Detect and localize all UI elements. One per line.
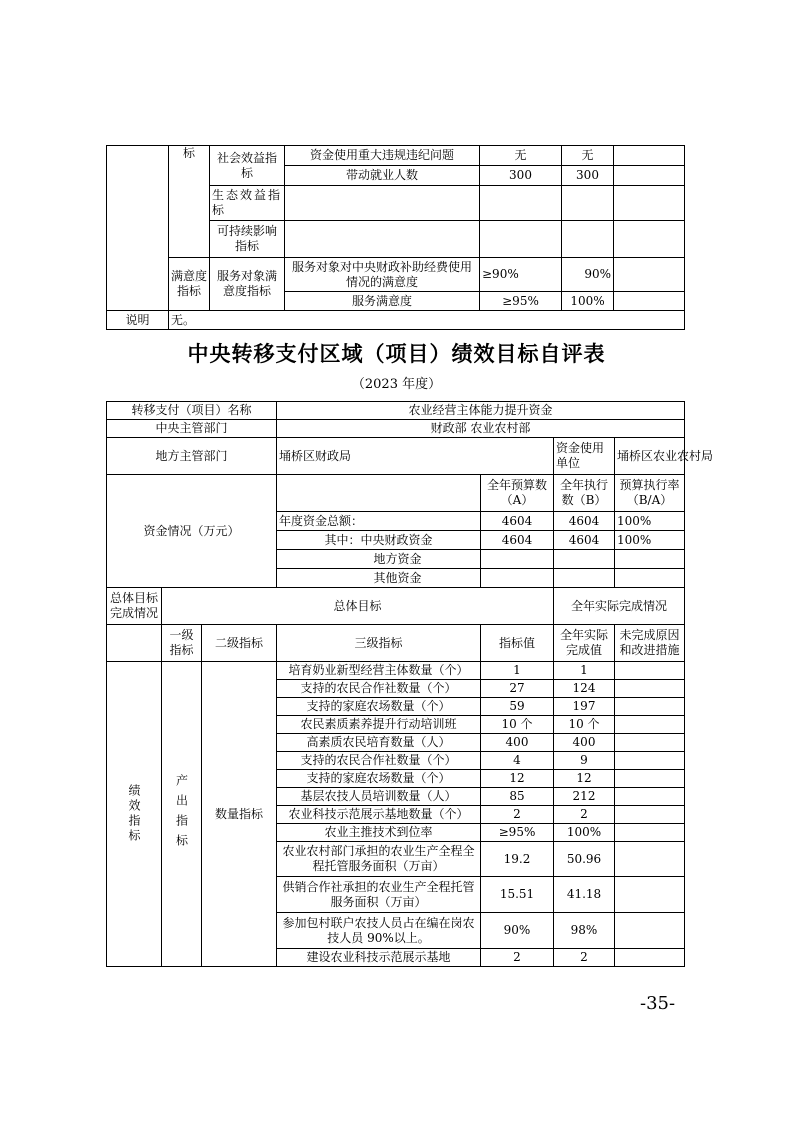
row-target: 15.51 [481, 877, 554, 913]
row-target: 85 [481, 788, 554, 806]
row-target: 2 [481, 806, 554, 824]
central-budget: 4604 [481, 531, 554, 550]
row-target: 12 [481, 770, 554, 788]
row-actual: 400 [554, 734, 615, 752]
row-actual: 41.18 [554, 877, 615, 913]
row-target: 19.2 [481, 842, 554, 877]
total-budget: 4604 [481, 512, 554, 531]
row-actual: 9 [554, 752, 615, 770]
page-title: 中央转移支付区域（项目）绩效目标自评表 [187, 342, 606, 366]
total-exec: 4604 [554, 512, 615, 531]
overall-goal-header: 总体目标 [162, 588, 554, 625]
actual-header: 全年实际完成值 [554, 625, 615, 662]
quantity-indicator-label: 数量指标 [202, 662, 277, 967]
continuation-table [106, 145, 685, 330]
row-actual: 50.96 [554, 842, 615, 877]
note-value: 无。 [169, 311, 685, 330]
indicator-actual: 100% [562, 292, 614, 311]
indicator-target: 300 [480, 166, 562, 186]
service-satisfaction-label: 服务对象满意度指标 [210, 258, 285, 311]
satisfaction-label: 满意度指标 [169, 258, 210, 311]
indicator-reason [614, 146, 685, 166]
sustainable-label: 可持续影响指标 [210, 221, 285, 258]
rate-header: 预算执行率（B/A） [615, 475, 685, 512]
row-actual: 10 个 [554, 716, 615, 734]
budget-header: 全年预算数（A） [481, 475, 554, 512]
indicator-item: 带动就业人数 [285, 166, 480, 186]
row-target: 27 [481, 680, 554, 698]
row-item: 供销合作社承担的农业生产全程托管服务面积（万亩） [277, 877, 481, 913]
row-actual: 1 [554, 662, 615, 680]
row-item: 农业农村部门承担的农业生产全程全程托管服务面积（万亩） [277, 842, 481, 877]
eco-benefit-label: 生态效益指标 [210, 186, 285, 221]
row-target: 400 [481, 734, 554, 752]
row-item: 参加包村联户农技人员占在编在岗农技人员 90%以上。 [277, 913, 481, 949]
row-target: 59 [481, 698, 554, 716]
row-item: 建设农业科技示范展示基地 [277, 949, 481, 967]
row-item: 支持的家庭农场数量（个） [277, 698, 481, 716]
indicator-actual: 90% [562, 258, 614, 292]
project-name-label: 转移支付（项目）名称 [107, 402, 277, 420]
row-actual: 98% [554, 913, 615, 949]
row-item: 基层农技人员培训数量（人） [277, 788, 481, 806]
other-fund-label: 其他资金 [277, 569, 481, 588]
row-target: 2 [481, 949, 554, 967]
overall-actual-header: 全年实际完成情况 [554, 588, 685, 625]
row-actual: 100% [554, 824, 615, 842]
indicator-reason [614, 166, 685, 186]
row-item: 农民素质素养提升行动培训班 [277, 716, 481, 734]
row-item: 高素质农民培育数量（人） [277, 734, 481, 752]
indicator-target: 无 [480, 146, 562, 166]
row-item: 支持的家庭农场数量（个） [277, 770, 481, 788]
row-target: ≥95% [481, 824, 554, 842]
reason-header: 未完成原因和改进措施 [615, 625, 685, 662]
row-actual: 212 [554, 788, 615, 806]
row-item: 支持的农民合作社数量（个） [277, 752, 481, 770]
central-dept-value: 财政部 农业农村部 [277, 420, 685, 438]
central-fund-label: 其中：中央财政资金 [277, 531, 481, 550]
self-evaluation-table [106, 401, 714, 967]
row-target: 90% [481, 913, 554, 949]
row-actual: 12 [554, 770, 615, 788]
indicator-item: 服务满意度 [285, 292, 480, 311]
row-item: 农业科技示范展示基地数量（个） [277, 806, 481, 824]
fund-user-value: 埇桥区农业农村局 [615, 438, 685, 475]
blank-cell [107, 146, 169, 311]
total-rate: 100% [615, 512, 685, 531]
social-benefit-label: 社会效益指标 [210, 146, 285, 186]
page-subtitle: （2023 年度） [351, 377, 442, 392]
target-header: 指标值 [481, 625, 554, 662]
indicator-actual: 300 [562, 166, 614, 186]
project-name-value: 农业经营主体能力提升资金 [277, 402, 685, 420]
local-dept-label: 地方主管部门 [107, 438, 277, 475]
total-fund-label: 年度资金总额： [277, 512, 481, 531]
central-dept-label: 中央主管部门 [107, 420, 277, 438]
overall-label: 总体目标完成情况 [107, 588, 162, 625]
level1-tail: 标 [169, 146, 210, 258]
indicator-item: 服务对象对中央财政补助经费使用情况的满意度 [285, 258, 480, 292]
central-rate: 100% [615, 531, 685, 550]
local-dept-value: 埇桥区财政局 [277, 438, 554, 475]
perf-indicator-cell [107, 662, 162, 967]
note-label: 说明 [107, 311, 169, 330]
exec-header: 全年执行数（B） [554, 475, 615, 512]
level2-header: 二级指标 [202, 625, 277, 662]
page-number: -35- [640, 993, 676, 1014]
row-actual: 2 [554, 806, 615, 824]
indicator-target: ≥90% [480, 258, 562, 292]
row-actual: 197 [554, 698, 615, 716]
indicator-target: ≥95% [480, 292, 562, 311]
level1-header: 一级指标 [162, 625, 202, 662]
row-item: 支持的农民合作社数量（个） [277, 680, 481, 698]
row-actual: 2 [554, 949, 615, 967]
output-indicator-label: 产出指标 [174, 774, 189, 854]
row-item: 农业主推技术到位率 [277, 824, 481, 842]
row-item: 培育奶业新型经营主体数量（个） [277, 662, 481, 680]
level3-header: 三级指标 [277, 625, 481, 662]
row-actual: 124 [554, 680, 615, 698]
local-fund-label: 地方资金 [277, 550, 481, 569]
fund-status-label: 资金情况（万元） [107, 475, 277, 588]
output-indicator-cell [162, 662, 202, 967]
row-target: 10 个 [481, 716, 554, 734]
perf-indicator-label: 绩效指标 [127, 784, 141, 844]
indicator-item: 资金使用重大违规违纪问题 [285, 146, 480, 166]
row-target: 1 [481, 662, 554, 680]
fund-user-label: 资金使用单位 [554, 438, 615, 475]
row-target: 4 [481, 752, 554, 770]
central-exec: 4604 [554, 531, 615, 550]
indicator-actual: 无 [562, 146, 614, 166]
